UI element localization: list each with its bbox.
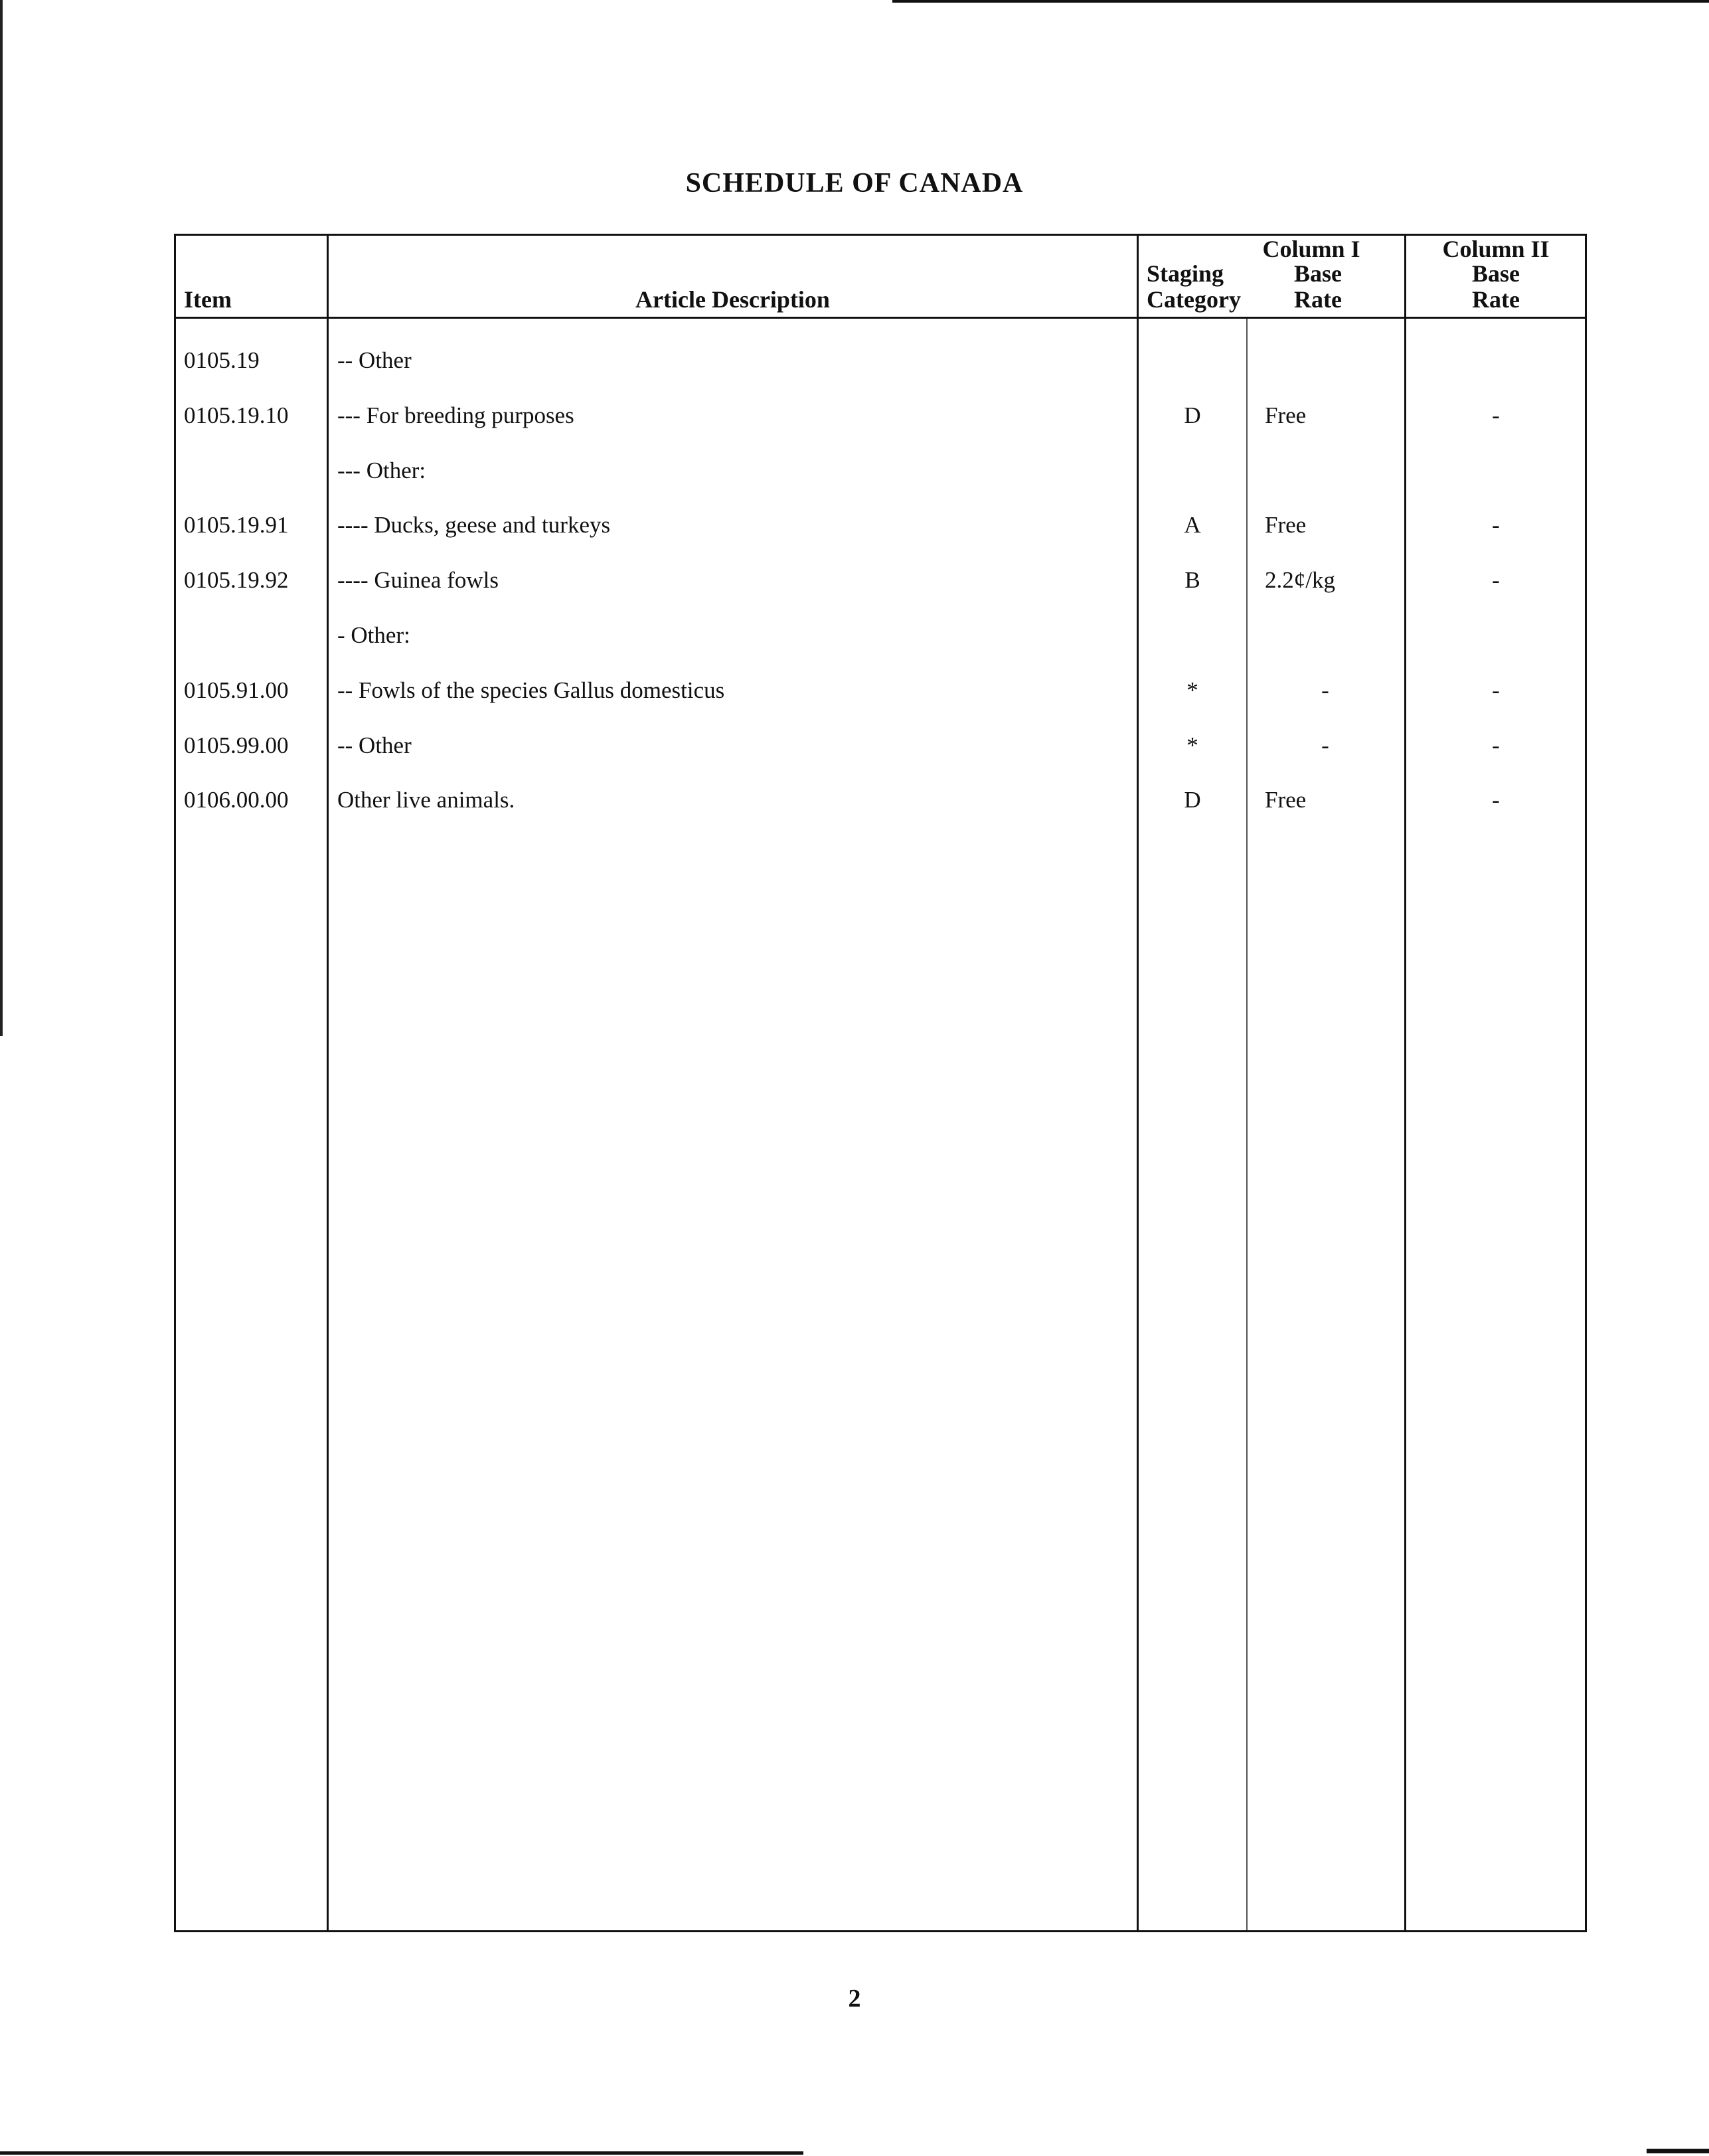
row-item-code: 0105.19.91 [184,512,289,538]
divider-column1 [1404,236,1406,1930]
row-item-code: 0105.91.00 [184,677,289,703]
row-column2-rate: - [1492,512,1500,538]
header-base-rate1-line1: Base [1294,260,1342,287]
header-base-rate1-line2: Rate [1294,286,1342,313]
row-base-rate: Free [1265,787,1307,813]
row-staging-category: B [1184,567,1200,593]
header-item: Item [184,286,232,313]
row-description: ---- Ducks, geese and turkeys [337,512,611,538]
row-description: - Other: [337,622,410,648]
row-item-code: 0105.19.92 [184,567,289,593]
row-item-code: 0105.99.00 [184,732,289,758]
row-staging-category: * [1186,677,1198,703]
row-column2-rate: - [1492,402,1500,428]
page-title: SCHEDULE OF CANADA [685,168,1024,199]
page-number: 2 [848,1985,861,2013]
header-base-rate2-line2: Rate [1472,286,1520,313]
header-staging-line1: Staging [1147,260,1224,287]
row-base-rate: - [1321,732,1329,758]
row-base-rate: 2.2¢/kg [1265,567,1335,593]
divider-item [327,236,329,1930]
row-staging-category: * [1186,732,1198,758]
row-column2-rate: - [1492,677,1500,703]
row-description: -- Fowls of the species Gallus domesticus [337,677,725,703]
header-description: Article Description [635,286,830,313]
header-rule [176,317,1585,319]
row-staging-category: D [1184,787,1201,813]
scan-edge-bottom [0,2151,803,2155]
row-description: ---- Guinea fowls [337,567,499,593]
row-description: -- Other [337,732,412,758]
schedule-table [174,234,1587,1932]
divider-description [1137,236,1139,1930]
row-base-rate: - [1321,677,1329,703]
row-item-code: 0105.19 [184,347,260,373]
scan-edge-left [0,0,3,1036]
row-staging-category: A [1184,512,1201,538]
row-description: --- For breeding purposes [337,402,574,428]
row-item-code: 0105.19.10 [184,402,289,428]
scan-edge-top [892,0,1709,3]
header-column1: Column I [1262,236,1360,262]
row-base-rate: Free [1265,402,1307,428]
header-column2: Column II [1442,236,1550,262]
row-staging-category: D [1184,402,1201,428]
row-column2-rate: - [1492,732,1500,758]
row-description: -- Other [337,347,412,373]
header-base-rate2-line1: Base [1472,260,1520,287]
row-item-code: 0106.00.00 [184,787,289,813]
header-staging-line2: Category [1147,286,1241,313]
row-description: Other live animals. [337,787,515,813]
scan-edge-bottom-right [1647,2149,1709,2153]
row-description: --- Other: [337,457,426,483]
divider-staging [1246,317,1248,1930]
row-column2-rate: - [1492,567,1500,593]
row-column2-rate: - [1492,787,1500,813]
row-base-rate: Free [1265,512,1307,538]
